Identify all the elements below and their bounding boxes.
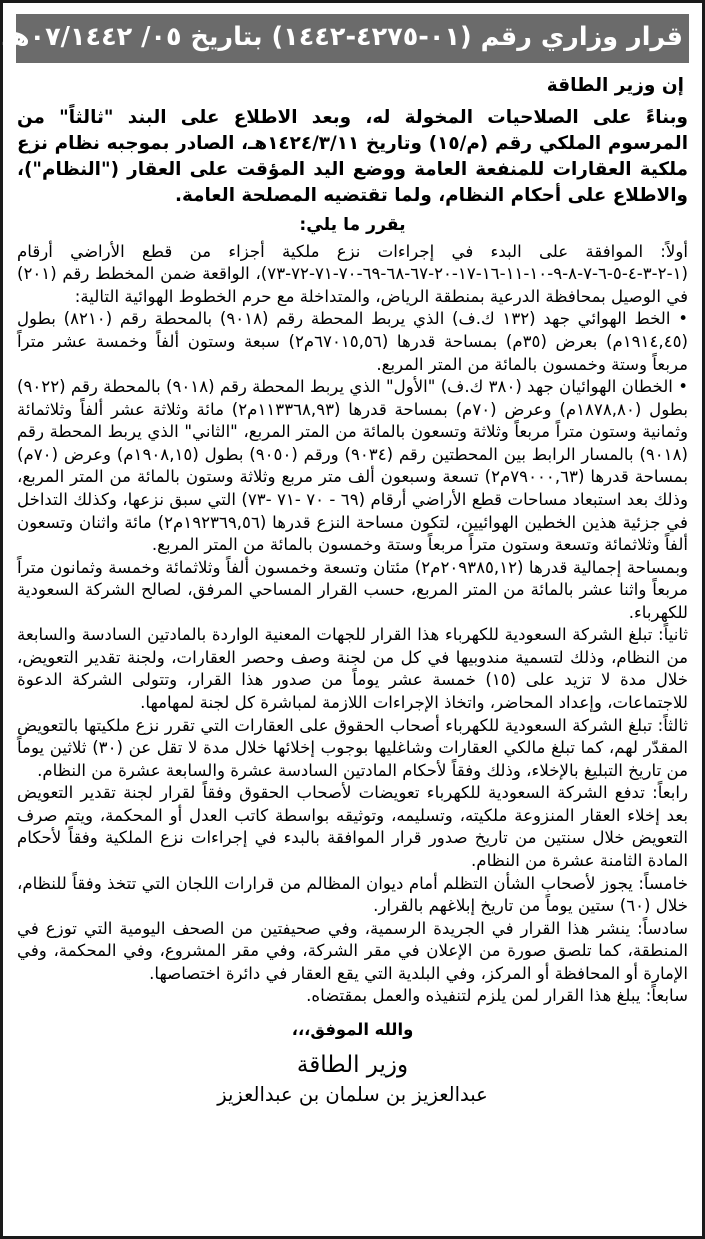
clause-fifth: خامساً: يجوز لأصحاب الشأن التظلم أمام ديوان المظالم من قرارات اللجان التي تتخذ وفقاً للنظام، خلال (٦٠) ستين يوماً من تاريخ إبلاغهم بالقرار.: [17, 873, 688, 916]
decides-label: يقرر ما يلي:: [299, 214, 406, 235]
signature-block: [17, 1020, 688, 1106]
preamble-paragraph: وبناءً على الصلاحيات المخولة له، وبعد الاطلاع على البند "ثالثاً" من المرسوم الملكي رقم (م/١٥) وتاريخ ١٤٢٤/٣/١١هـ، الصادر بموجبه نظام نزع ملكية العقارات للمنفعة العامة ووضع اليد المؤقت على العقار ("النظام")، والاطلاع على أحكام النظام، ولما تقتضيه المصلحة العامة.: [17, 106, 689, 207]
signatory-title: وزير الطاقة: [296, 1051, 409, 1078]
bullet-line-132kv: • الخط الهوائي جهد (١٣٢ ك.ف) الذي يربط المحطة رقم (٩٠١٨) بالمحطة رقم (٨٢١٠) بطول (١٩١٤,٤٥م) بعرض (٣٥م) بمساحة قدرها (٦٧٠١٥,٥٦م٢) سبعة وستون ألفاً وخمسة عشر متراً مربعاً وستة وخمسون بالمائة من المتر المربع.: [17, 309, 689, 374]
total-area-paragraph: وبمساحة إجمالية قدرها (٢٠٩٣٨٥,١٢م٢) مئتان وتسعة وخمسون ألفاً وثلاثمائة وخمسة وثمانون متراً مربعاً واثنا عشر بالمائة من المتر المربع، حسب القرار المساحي المرفق، لصالح الشركة السعودية للكهرباء.: [17, 557, 688, 622]
signatory-name: عبدالعزيز بن سلمان بن عبدالعزيز: [217, 1082, 488, 1106]
decree-header-banner: قرار وزاري رقم (٠١-٤٢٧٥-١٤٤٢) بتاريخ ٠٥/ ٠٧/١٤٤٢هـ: [16, 14, 689, 63]
clause-fourth: رابعاً: تدفع الشركة السعودية للكهرباء تعويضات لأصحاب الحقوق وفقاً لقرار لجنة تقدير التعويض بعد إخلاء العقار المنزوعة ملكيته، وتسليمه، وتوثيقه بواسطة كاتب العدل أو المحكمة، ويتم صرف التعويض خلال سنتين من تاريخ صدور قرار الموافقة بالبدء في إجراءات نزع الملكية وفقاً لأحكام المادة الثامنة عشرة من النظام.: [17, 783, 688, 870]
closing-phrase: والله الموفق،،،: [291, 1019, 414, 1039]
clause-second: ثانياً: تبلغ الشركة السعودية للكهرباء هذا القرار للجهات المعنية الواردة بالمادتين السادسة والسابعة من النظام، وذلك لتسمية مندوبيها في كل من لجنة وصف وحصر العقارات، ولجنة تقدير التعويض، خلال مدة لا تزيد على (١٥) خمسة عشر يوماً من صدور هذا القرار، وتتولى الشركة الدعوة للاجتماعات، وإعداد المحاضر، واتخاذ الإجراءات اللازمة لمباشرة كل لجنة لمهامها.: [17, 625, 688, 712]
clause-sixth: سادساً: ينشر هذا القرار في الجريدة الرسمية، وفي صحيفتين من الصحف اليومية التي توزع في المنطقة، كما تلصق صورة من الإعلان في مقر الشركة، وفي مقر المشروع، وفي المحكمة، وفي الإمارة أو المحافظة أو المركز، وفي البلدية التي يقع العقار في دائرة اختصاصها.: [17, 918, 688, 983]
document-body: [3, 75, 702, 1106]
clause-third: ثالثاً: تبلغ الشركة السعودية للكهرباء أصحاب الحقوق على العقارات التي تقرر نزع ملكيتها بالتعويض المقدّر لهم، كما تبلغ مالكي العقارات وشاغليها بوجوب إخلائها خلال مدة لا تقل عن (٣٠) ثلاثين يوماً من تاريخ التبليغ بالإخلاء، وذلك وفقاً لأحكام المادتين السادسة عشرة والسابعة عشرة من النظام.: [17, 715, 688, 780]
clause-seventh: سابعاً: يبلغ هذا القرار لمن يلزم لتنفيذه والعمل بمقتضاه.: [306, 986, 688, 1006]
clause-first: أولاً: الموافقة على البدء في إجراءات نزع ملكية أجزاء من قطع الأراضي أرقام (١-٢-٣-٤-٥-٦-٧-٨-٩-١٠-١١-١٦-١٧-٢٠-٦٧-٦٨-٦٩-٧٠-٧١-٧٢-٧٣)، الواقعة ضمن المخطط رقم (٢٠١) في الوصيل بمحافظة الدرعية بمنطقة الرياض، والمتداخلة مع حرم الخطوط الهوائية التالية:: [17, 241, 688, 306]
bullet-line-380kv: • الخطان الهوائيان جهد (٣٨٠ ك.ف) "الأول" الذي يربط المحطة رقم (٩٠١٨) بالمحطة رقم (٩٠٢٢) بطول (١٨٧٨,٨٠م) وعرض (٧٠م) بمساحة قدرها (١١٣٣٦٨,٩٣م٢) مائة وثلاثة عشر ألفاً وثلاثمائة وثمانية وستون متراً مربعاً وثلاثة وتسعون بالمائة من المتر المربع، "الثاني" الذي يربط المحطة رقم (٩٠١٨) بالمسار الرابط بين المحطتين رقم (٩٠٣٤) ورقم (٩٠٥٠) بطول (١٩٠٨,١٥م) وعرض (٧٠م) بمساحة قدرها (٧٩٠٠٠,٦٣م٢) تسعة وسبعون ألف متر مربع وثلاثة وستون بالمائة من المتر المربع، وذلك بعد استبعاد مساحات قطع الأراضي أرقام (٦٩ - ٧٠ -٧١ -٧٣) التي سبق نزعها، وكذلك التداخل في جزئية هذين الخطين الهوائيين، لتكون مساحة النزع قدرها (١٩٢٣٦٩,٥٦م٢) مائة واثنان وتسعون ألفاً وثلاثمائة وتسعة وستون متراً مربعاً وستة وخمسون بالمائة من المتر المربع.: [17, 377, 689, 555]
page-title: إن وزير الطاقة: [546, 75, 684, 97]
